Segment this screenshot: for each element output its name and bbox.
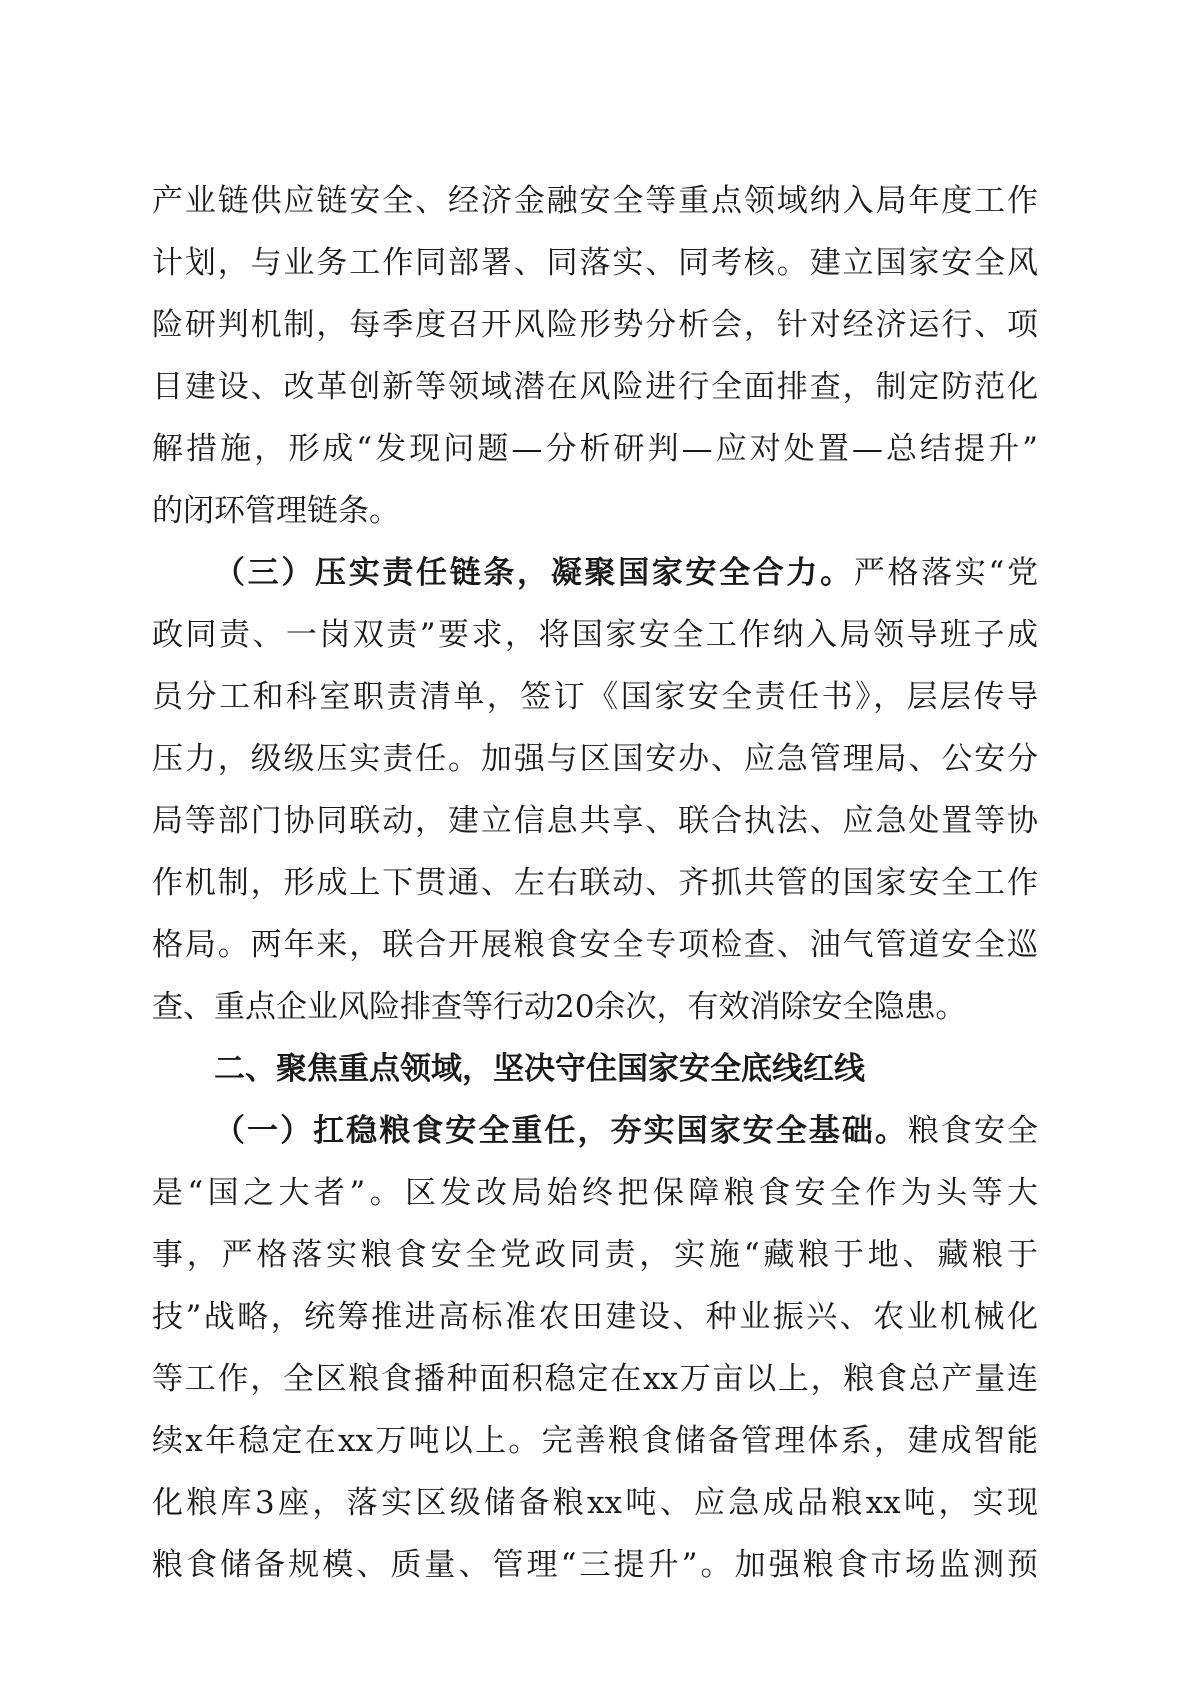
text-line: 险研判机制，每季度召开风险形势分析会，针对经济运行、项 <box>152 307 1038 343</box>
text-line: 的闭环管理链条。 <box>152 493 400 529</box>
text-run: 粮食安全 <box>907 1113 1038 1149</box>
text-line: 目建设、改革创新等领域潜在风险进行全面排查，制定防范化 <box>152 369 1038 405</box>
text-line: 解措施，形成“发现问题—分析研判—应对处置—总结提升” <box>152 431 1038 467</box>
text-line: 压力，级级压实责任。加强与区国安办、应急管理局、公安分 <box>152 741 1038 777</box>
paragraph-heading-line <box>152 542 1038 604</box>
text-line: 化粮库3座，落实区级储备粮xx吨、应急成品粮xx吨，实现 <box>152 1485 1038 1521</box>
text-line: 作机制，形成上下贯通、左右联动、齐抓共管的国家安全工作 <box>152 865 1038 901</box>
text-line: 产业链供应链安全、经济金融安全等重点领域纳入局年度工作 <box>152 183 1038 219</box>
text-line: 格局。两年来，联合开展粮食安全专项检查、油气管道安全巡 <box>152 927 1038 963</box>
text-line: 事，严格落实粮食安全党政同责，实施“藏粮于地、藏粮于 <box>152 1237 1038 1273</box>
subheading-three: （三）压实责任链条，凝聚国家安全合力。 <box>214 555 854 591</box>
text-line: 续x年稳定在xx万吨以上。完善粮食储备管理体系，建成智能 <box>152 1423 1038 1459</box>
text-run: 严格落实“ <box>853 555 1005 591</box>
text-run: 党 <box>1004 555 1038 591</box>
text-line: 计划，与业务工作同部署、同落实、同考核。建立国家安全风 <box>152 245 1038 281</box>
paragraph-heading-line <box>152 1100 1038 1162</box>
text-line: 局等部门协同联动，建立信息共享、联合执法、应急处置等协 <box>152 803 1038 839</box>
text-line: 技”战略，统筹推进高标准农田建设、种业振兴、农业机械化 <box>152 1299 1038 1335</box>
subheading-one: （一）扛稳粮食安全重任，夯实国家安全基础。 <box>214 1113 908 1149</box>
text-line: 等工作，全区粮食播种面积稳定在xx万亩以上，粮食总产量连 <box>152 1361 1038 1397</box>
text-line: 查、重点企业风险排查等行动20余次，有效消除安全隐患。 <box>152 989 967 1025</box>
text-line: 是“国之大者”。区发改局始终把保障粮食安全作为头等大 <box>152 1175 1038 1211</box>
document-body <box>152 170 1038 1596</box>
text-line: 员分工和科室职责清单，签订《国家安全责任书》，层层传导 <box>152 679 1038 715</box>
text-line: 粮食储备规模、质量、管理“三提升”。加强粮食市场监测预 <box>152 1547 1038 1583</box>
text-line: 政同责、一岗双责”要求，将国家安全工作纳入局领导班子成 <box>152 617 1038 653</box>
section-heading: 二、聚焦重点领域，坚决守住国家安全底线红线 <box>214 1051 865 1087</box>
